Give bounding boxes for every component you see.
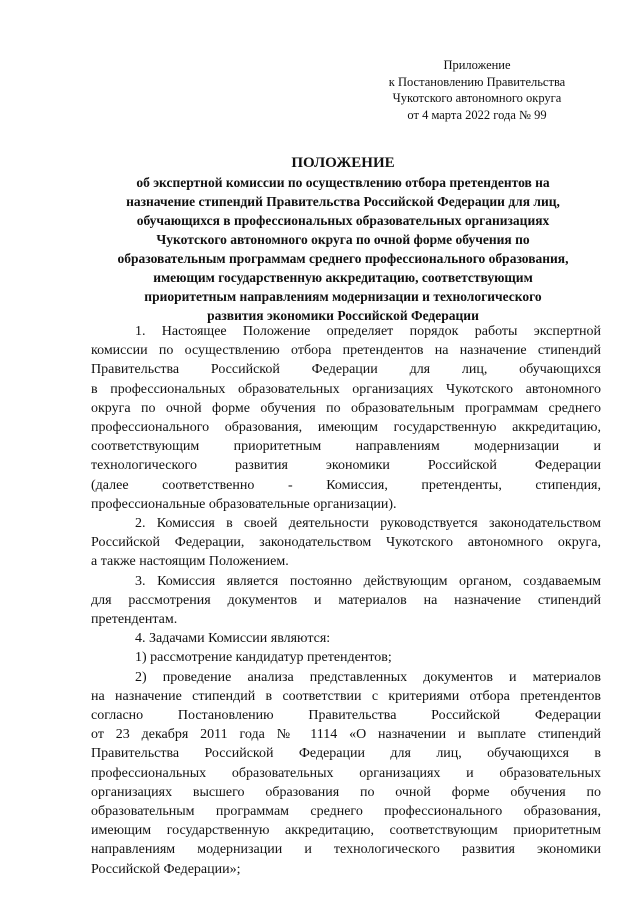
paragraph-line: Российской Федерации, законодательством Чукотского автономного округа, — [91, 535, 601, 551]
paragraph-line: 1) рассмотрение кандидатур претендентов; — [135, 650, 392, 666]
paragraph-line: (далее соответственно - Комиссия, претенденты, стипендия, — [91, 477, 601, 493]
paragraph-line: а также настоящим Положением. — [91, 554, 289, 570]
subtitle-line: назначение стипендий Правительства Российской Федерации для лиц, — [126, 194, 560, 209]
paragraph — [91, 322, 601, 514]
paragraph — [91, 514, 601, 572]
subtitle-line: обучающихся в профессиональных образовательных организациях — [136, 213, 550, 228]
paragraph-line: для рассмотрения документов и материалов на назначение стипендий — [91, 592, 601, 608]
paragraph-line: комиссии по осуществлению отбора претендентов на назначение стипендий — [91, 343, 601, 359]
appendix-line: Чукотского автономного округа — [392, 91, 562, 105]
paragraph — [91, 648, 601, 667]
paragraph — [91, 629, 601, 648]
title-block — [70, 154, 616, 325]
paragraph-line: 4. Задачами Комиссии являются: — [135, 631, 331, 647]
paragraph-line: Правительства Российской Федерации для лиц, обучающихся в — [91, 746, 601, 762]
paragraph-line: профессиональных образовательных организациях и образовательных — [91, 765, 601, 781]
subtitle-line: Чукотского автономного округа по очной форме обучения по — [156, 232, 530, 247]
appendix-header — [362, 57, 592, 123]
subtitle-line: об экспертной комиссии по осуществлению отбора претендентов на — [136, 175, 550, 190]
paragraph-line: в профессиональных образовательных организациях Чукотского автономного — [91, 381, 601, 397]
paragraph-line: образовательным программам среднего профессионального образования, — [91, 804, 601, 820]
paragraph-line: 2) проведение анализа представленных документов и материалов — [135, 669, 601, 685]
appendix-line: от 4 марта 2022 года № 99 — [407, 107, 547, 122]
paragraph-line: соответствующим приоритетным направлениям модернизации и — [91, 439, 601, 455]
paragraph-line: имеющим государственную аккредитацию, соответствующим приоритетным — [91, 823, 601, 839]
paragraph-line: организациях высшего образования по очной форме обучения по — [91, 784, 601, 800]
paragraph-line: 1. Настоящее Положение определяет порядок работы экспертной — [135, 324, 601, 339]
paragraph-line: 2. Комиссия в своей деятельности руководствуется законодательством — [135, 516, 601, 532]
paragraph-line: профессионального образования, имеющим государственную аккредитацию, — [91, 420, 601, 436]
paragraph — [91, 668, 601, 879]
document-body — [91, 322, 601, 879]
paragraph-line: профессиональные образовательные организации). — [91, 496, 397, 512]
paragraph-line: от 23 декабря 2011 года № 1114 «О назначении и выплате стипендий — [91, 727, 601, 743]
document-subtitle — [70, 173, 616, 325]
appendix-line: к Постановлению Правительства — [388, 74, 566, 89]
subtitle-line: развития экономики Российской Федерации — [207, 308, 479, 323]
paragraph-line: округа по очной форме обучения по образовательным программам среднего — [91, 400, 601, 416]
appendix-line: Приложение — [443, 58, 511, 72]
paragraph-line: Российской Федерации»; — [91, 861, 241, 877]
paragraph-line: на назначение стипендий в соответствии с критериями отбора претендентов — [91, 688, 601, 704]
subtitle-line: образовательным программам среднего профессионального образования, — [117, 251, 569, 266]
paragraph-line: 3. Комиссия является постоянно действующим органом, создаваемым — [135, 573, 601, 589]
document-title: ПОЛОЖЕНИЕ — [291, 155, 395, 171]
paragraph-line: согласно Постановлению Правительства Российской Федерации — [91, 708, 601, 724]
paragraph-line: претендентам. — [91, 612, 178, 628]
paragraph-line: технологического развития экономики Российской Федерации — [91, 458, 601, 474]
subtitle-line: имеющим государственную аккредитацию, соответствующим — [153, 270, 533, 285]
paragraph-line: Правительства Российской Федерации для лиц, обучающихся — [91, 362, 601, 378]
subtitle-line: приоритетным направлениям модернизации и технологического — [144, 289, 542, 304]
paragraph — [91, 572, 601, 630]
paragraph-line: направлениям модернизации и технологического развития экономики — [91, 842, 601, 858]
